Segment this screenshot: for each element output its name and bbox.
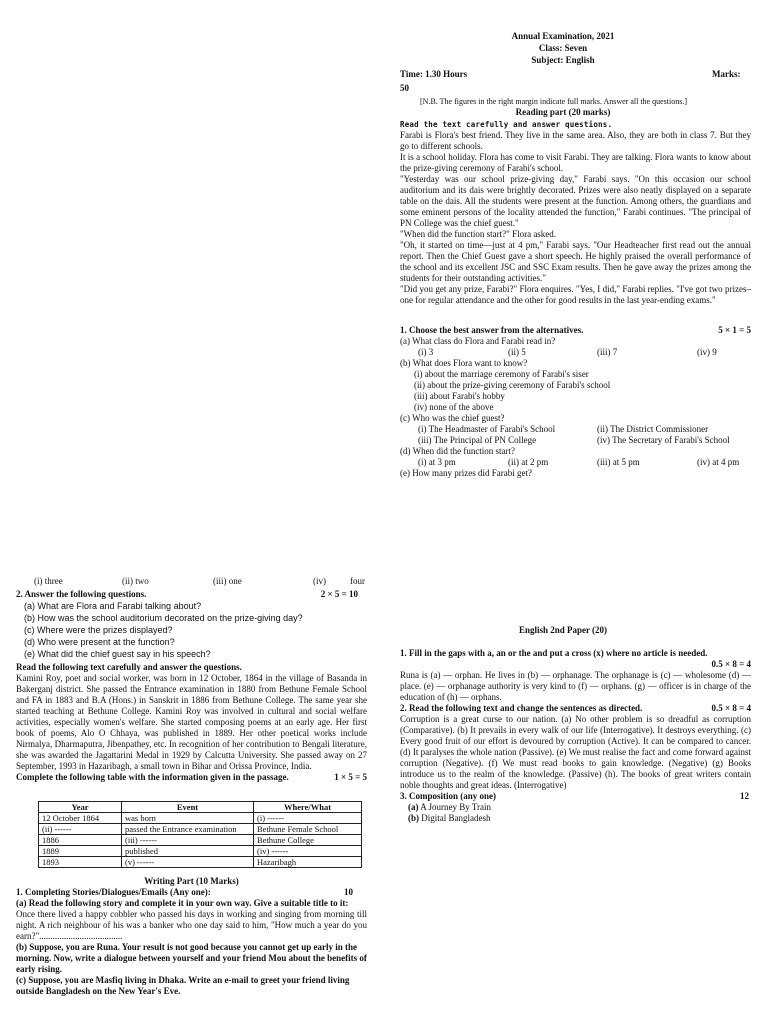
table-header-row [39,802,362,813]
passage-paragraph: "Did you get any prize, Farabi?" Flora enquires. "Yes, I did," Farabi replies. "I've got two prizes–one for regular attendance and the other for good results in the last year-ending exams." [400,284,751,305]
paper2-title: English 2nd Paper (20) [518,625,608,635]
composition-option-a [400,802,751,813]
table-cell: Bethune College [254,835,362,846]
story-text: Once there lived a happy cobbler who passed his days in working and singing from morning till night. A rich neighbour of his was a banker who one day said to him, "How much a year do you earn?"..................................... [16,909,367,941]
table-cell: (i) ------ [254,813,362,824]
instruction-note: [N.B. The figures in the right margin indicate full marks. Answer all the questions.] [420,97,687,106]
mcq-section [400,325,751,479]
mcq-question: (c) Who was the chief guest? [400,413,505,423]
transformation-heading: 2. Read the following text and change the sentences as directed. 0.5 × 8 = 4 [400,703,751,713]
passage-instruction: Read the following text carefully and answer the questions. [16,662,242,672]
table-cell: (iii) ------ [122,835,254,846]
mcq-options: (iii) The Principal of PN College (iv) The Secretary of Farabi's School [418,435,730,445]
reading-passage [400,119,751,306]
mcq-option: (iv) none of the above [414,402,494,412]
table-cell: published [122,846,254,857]
composition-option-b [400,813,751,824]
articles-heading: 1. Fill in the gaps with a, an or the and put a cross (x) where no article is needed. [400,648,708,658]
composition-heading: 3. Composition (any one) 12 [400,791,749,801]
reading-part-title: Reading part (20 marks) [515,107,611,117]
exam-title: Annual Examination, 2021 [511,31,615,41]
mcq-question: (e) How many prizes did Farabi get? [400,468,532,478]
short-answer-question: (b) How was the school auditorium decorated on the prize-giving day? [24,613,303,623]
composition-topic: Digital Bangladesh [421,813,491,823]
mcq-options: (i) three (ii) two (iii) one (iv) four [34,576,365,586]
class-label: Class: Seven [538,43,588,53]
paper2-section [400,648,751,824]
table-header: Year [39,802,122,813]
short-answer-heading: 2. Answer the following questions. 2 × 5 = 10 [16,589,358,599]
marks-value: 50 [400,83,409,93]
table-cell: passed the Entrance examination [122,824,254,835]
composition-option-letter: (b) [408,813,419,823]
table-cell: (iv) ------ [254,846,362,857]
writing-option-c: (c) Suppose, you are Masfiq living in Dhaka. Write an e-mail to greet your friend living outside Bangladesh on the New Year's Eve. [16,975,350,996]
passage-paragraph: It is a school holiday. Flora has come to visit Farabi. They are talking. Flora wants to know about the prize-giving ceremony of Farabi's school. [400,152,751,173]
short-answer-section [16,589,358,660]
time-label: Time: 1.30 Hours [400,69,468,79]
kamini-passage [16,662,367,783]
table-cell: 1886 [39,835,122,846]
passage-paragraph: "When did the function start?" Flora asked. [400,229,557,239]
writing-q1-heading: 1. Completing Stories/Dialogues/Emails (Any one): 10 [16,887,353,897]
mcq-options: (i) 3 (ii) 5 (iii) 7 (iv) 9 [418,347,717,357]
passage-paragraph: Farabi is Flora's best friend. They live in the same area. Also, they are both in class 7. But they go to different schools. [400,130,751,151]
table-row [39,813,362,824]
mcq-question: (d) When did the function start? [400,446,516,456]
short-answer-question: (c) Where were the prizes displayed? [24,625,173,635]
writing-section [16,876,367,997]
mcq-options: (i) The Headmaster of Farabi's School (ii) The District Commissioner [418,424,709,434]
writing-part-title: Writing Part (10 Marks) [144,876,239,886]
mcq-e-options [16,576,367,587]
mcq-option: (ii) about the prize-giving ceremony of Farabi's school [414,380,611,390]
table-row [39,824,362,835]
mcq-question: (b) What does Flora want to know? [400,358,528,368]
short-answer-question: (e) What did the chief guest say in his speech? [24,649,211,659]
table-cell: 1889 [39,846,122,857]
composition-topic: A Journey By Train [420,802,492,812]
composition-option-letter: (a) [408,802,419,812]
table-cell: was born [122,813,254,824]
table-instruction: Complete the following table with the information given in the passage. 1 × 5 = 5 [16,772,367,782]
info-table [38,801,362,868]
table-cell: (ii) ------ [39,824,122,835]
mcq-option: (iii) about Farabi's hobby [414,391,505,401]
table-cell: (v) ------ [122,857,254,868]
table-header: Event [122,802,254,813]
table-row [39,835,362,846]
table-cell: Bethune Female School [254,824,362,835]
table-row [39,846,362,857]
mcq-options: (i) at 3 pm (ii) at 2 pm (iii) at 5 pm (iv) at 4 pm [418,457,740,467]
table-cell: 1893 [39,857,122,868]
table-row [39,857,362,868]
mcq-question: (a) What class do Flora and Farabi read in? [400,336,556,346]
reading-instruction: Read the text carefully and answer questions. [400,120,613,129]
marks-label: Marks: [712,69,741,79]
writing-option-a: (a) Read the following story and complete it in your own way. Give a suitable title to it: [16,898,349,908]
articles-text: Runa is (a) — orphan. He lives in (b) — orphanage. The orphanage is (c) — wholesome (d) — place. (e) — orphanage authority is very kind to (f) — orphans. (g) — officer is in charge of the education of (h) — orphans. [400,670,751,702]
table-cell: 12 October 1864 [39,813,122,824]
articles-marks: 0.5 × 8 = 4 [711,659,751,669]
mcq-heading: 1. Choose the best answer from the alternatives. 5 × 1 = 5 [400,325,751,335]
short-answer-question: (d) Who were present at the function? [24,637,175,647]
writing-option-b: (b) Suppose, you are Runa. Your result is not good because you cannot get up early in the morning. Now, write a dialogue between yourself and your friend Mou about the benefits of early rising. [16,942,367,974]
short-answer-question: (a) What are Flora and Farabi talking about? [24,601,202,611]
table-header: Where/What [254,802,362,813]
passage-paragraph: "Yesterday was our school prize-giving day," Farabi says. "On this occasion our school auditorium and its dais were brightly decorated. Prizes were also neatly displayed on a separate table on the dais. All the students were present at the function. Among others, the guardians and some eminent persons of the locality attended the function," Farabi continues. "The principal of PN College was the chief guest." [400,174,751,228]
mcq-option: (i) about the marriage ceremony of Farabi's siser [414,369,589,379]
passage-text: Kamini Roy, poet and social worker, was born in 12 October, 1864 in the village of Basanda in Bakerganj district. She passed the Entrance examination in 1880 from Bethune Female School and FA in 1883 and B.A (Hons.) in Sanskrit in 1886 from Bethune College. The same year she started teaching at Bethune College. Kamini Roy was involved in cultural and social welfare activities, especially women's welfare. She started composing poems at an early age. Her first book of poems, Alo O Chhaya, was published in 1889. Her other poetical works include Nirmalya, Dharmaputra, Jibenpathey, etc. In recognition of her contribution to Bengali literature, she was awarded the Jagattarini Medal in 1929 by Calcutta University. She passed away on 27 September, 1993 in Hazaribagh, a small town in Bihar and Orissa Province, India. [16,673,367,771]
transformation-text: Corruption is a great curse to our nation. (a) No other problem is so dreadful as corruption (Comparative). (b) It prevails in every walk of our life (Interrogative). It destroys everything. (c) Every good fruit of our effort is devoured by corruption (Active). It can be compared to cancer. (d) It paralyses the whole nation (Passive). (e) We must realise the fact and come forward against corruption (Negative). (f) We must read books to gain knowledge. (Negative) (g) Books introduce us to the realm of the knowledge. (Passive) (h). The books of great writers contain noble thoughts and great ideas. (Interrogative) [400,714,751,790]
subject-label: Subject: English [531,55,595,65]
table-cell: Hazaribagh [254,857,362,868]
passage-paragraph: "Oh, it started on time—just at 4 pm," Farabi says. "Our Headteacher first read out the annual report. Then the Chief Guest gave a short speech. He highly praised the overall performance of the school and its excellent JSC and SSC Exam results. Then he gave away the prizes among the students for their outstanding activities." [400,240,751,283]
